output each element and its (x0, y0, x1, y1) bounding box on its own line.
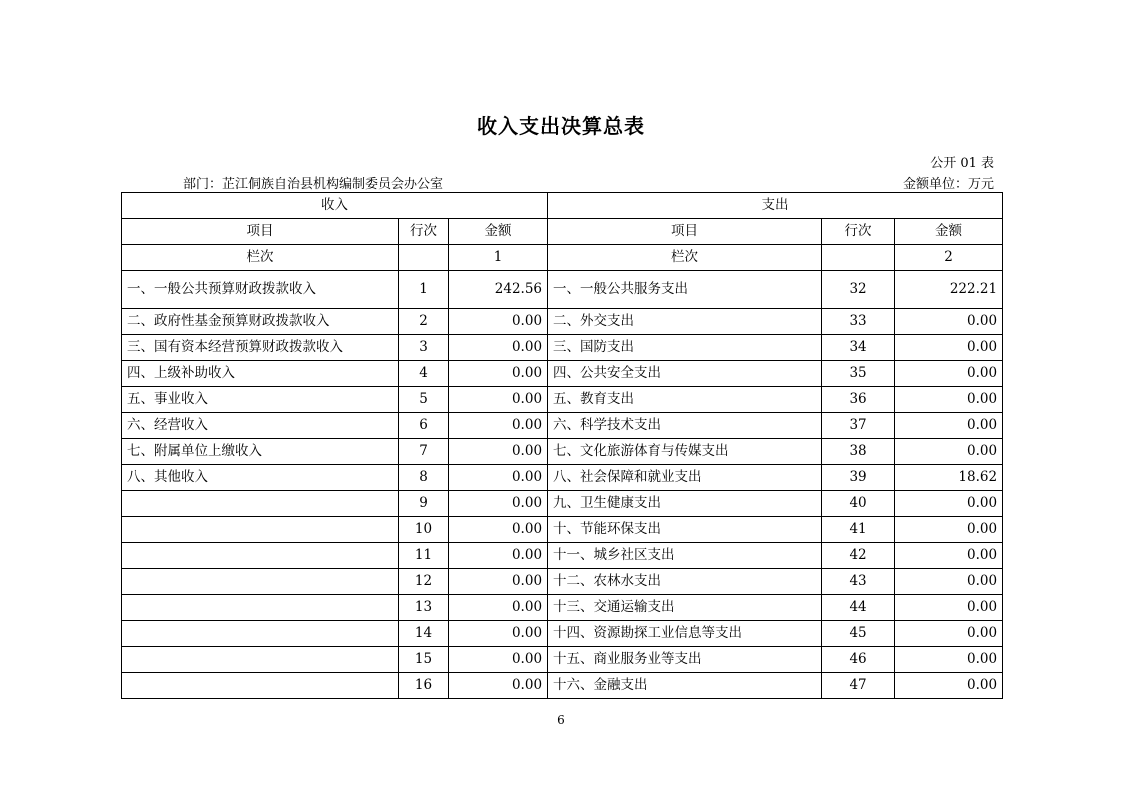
expense-row-no-cell: 36 (822, 387, 895, 413)
table-header-row-columns (122, 219, 1003, 245)
income-row-no-cell: 14 (399, 621, 449, 647)
expense-item-cell: 一、一般公共服务支出 (548, 271, 822, 309)
income-item-cell: 八、其他收入 (122, 465, 399, 491)
expense-item-cell: 十六、金融支出 (548, 673, 822, 699)
form-number: 公开 01 表 (930, 156, 994, 171)
expense-amount-cell: 18.62 (895, 465, 1003, 491)
expense-item-cell: 十一、城乡社区支出 (548, 543, 822, 569)
table-row (122, 491, 1003, 517)
income-item-cell (122, 673, 399, 699)
department-label: 部门：芷江侗族自治县机构编制委员会办公室 (183, 177, 444, 192)
income-amount-cell: 0.00 (449, 543, 548, 569)
income-item-header: 项目 (122, 219, 399, 245)
table-header-row-sections (122, 193, 1003, 219)
income-row-no-cell: 2 (399, 309, 449, 335)
expense-amount-cell: 0.00 (895, 309, 1003, 335)
income-amount-cell: 0.00 (449, 621, 548, 647)
income-amount-cell: 0.00 (449, 647, 548, 673)
table-row (122, 595, 1003, 621)
income-row-no-cell: 8 (399, 465, 449, 491)
income-row-no-cell: 10 (399, 517, 449, 543)
table-row (122, 465, 1003, 491)
income-row-no-cell: 5 (399, 387, 449, 413)
income-amount-cell: 242.56 (449, 271, 548, 309)
expense-row-no-cell: 38 (822, 439, 895, 465)
expense-item-cell: 十二、农林水支出 (548, 569, 822, 595)
table-row (122, 271, 1003, 309)
income-amount-cell: 0.00 (449, 465, 548, 491)
income-item-cell: 二、政府性基金预算财政拨款收入 (122, 309, 399, 335)
income-row-no-header: 行次 (399, 219, 449, 245)
expense-column-index: 2 (895, 245, 1003, 271)
expense-item-cell: 十五、商业服务业等支出 (548, 647, 822, 673)
expense-item-cell: 十、节能环保支出 (548, 517, 822, 543)
expense-item-cell: 六、科学技术支出 (548, 413, 822, 439)
expense-row-no-cell: 46 (822, 647, 895, 673)
expense-amount-cell: 0.00 (895, 647, 1003, 673)
income-amount-cell: 0.00 (449, 309, 548, 335)
income-amount-cell: 0.00 (449, 335, 548, 361)
expense-item-cell: 五、教育支出 (548, 387, 822, 413)
expense-amount-header: 金额 (895, 219, 1003, 245)
page-title: 收入支出决算总表 (477, 114, 645, 138)
expense-item-cell: 二、外交支出 (548, 309, 822, 335)
table-row (122, 309, 1003, 335)
income-amount-cell: 0.00 (449, 517, 548, 543)
table-row (122, 569, 1003, 595)
income-expense-table (121, 192, 1003, 699)
table-row (122, 673, 1003, 699)
table-row (122, 543, 1003, 569)
income-item-cell (122, 569, 399, 595)
expense-amount-cell: 0.00 (895, 621, 1003, 647)
expense-row-no-cell: 44 (822, 595, 895, 621)
expense-item-cell: 十四、资源勘探工业信息等支出 (548, 621, 822, 647)
expense-row-no-cell: 33 (822, 309, 895, 335)
income-row-no-cell: 9 (399, 491, 449, 517)
expense-amount-cell: 0.00 (895, 335, 1003, 361)
table-row (122, 517, 1003, 543)
income-item-cell: 五、事业收入 (122, 387, 399, 413)
expense-row-no-cell: 37 (822, 413, 895, 439)
income-row-no-cell: 6 (399, 413, 449, 439)
amount-unit-label: 金额单位：万元 (902, 177, 994, 192)
income-item-cell: 一、一般公共预算财政拨款收入 (122, 271, 399, 309)
income-section-header: 收入 (122, 193, 548, 219)
income-row-no-cell: 1 (399, 271, 449, 309)
expense-amount-cell: 0.00 (895, 387, 1003, 413)
expense-amount-cell: 0.00 (895, 413, 1003, 439)
income-amount-cell: 0.00 (449, 413, 548, 439)
expense-column-index-label: 栏次 (548, 245, 822, 271)
table-row (122, 621, 1003, 647)
table-row (122, 335, 1003, 361)
income-column-index: 1 (449, 245, 548, 271)
income-item-cell (122, 595, 399, 621)
income-row-no-cell: 11 (399, 543, 449, 569)
table-row (122, 387, 1003, 413)
expense-amount-cell: 0.00 (895, 595, 1003, 621)
table-row (122, 361, 1003, 387)
page-number: 6 (557, 713, 565, 727)
income-amount-cell: 0.00 (449, 439, 548, 465)
expense-amount-cell: 0.00 (895, 491, 1003, 517)
empty-cell (399, 245, 449, 271)
expense-amount-cell: 0.00 (895, 361, 1003, 387)
income-amount-cell: 0.00 (449, 569, 548, 595)
table-row (122, 647, 1003, 673)
expense-item-cell: 四、公共安全支出 (548, 361, 822, 387)
income-amount-cell: 0.00 (449, 361, 548, 387)
expense-amount-cell: 0.00 (895, 439, 1003, 465)
expense-row-no-cell: 32 (822, 271, 895, 309)
expense-item-cell: 三、国防支出 (548, 335, 822, 361)
income-row-no-cell: 3 (399, 335, 449, 361)
income-item-cell: 七、附属单位上缴收入 (122, 439, 399, 465)
income-item-cell: 三、国有资本经营预算财政拨款收入 (122, 335, 399, 361)
income-item-cell (122, 621, 399, 647)
expense-amount-cell: 0.00 (895, 543, 1003, 569)
income-amount-cell: 0.00 (449, 491, 548, 517)
expense-amount-cell: 0.00 (895, 569, 1003, 595)
expense-row-no-cell: 39 (822, 465, 895, 491)
expense-row-no-cell: 42 (822, 543, 895, 569)
income-item-cell (122, 517, 399, 543)
expense-section-header: 支出 (548, 193, 1003, 219)
income-row-no-cell: 4 (399, 361, 449, 387)
income-row-no-cell: 15 (399, 647, 449, 673)
expense-item-cell: 十三、交通运输支出 (548, 595, 822, 621)
income-item-cell (122, 491, 399, 517)
expense-item-cell: 七、文化旅游体育与传媒支出 (548, 439, 822, 465)
expense-row-no-cell: 35 (822, 361, 895, 387)
table-header-row-column-index (122, 245, 1003, 271)
expense-amount-cell: 222.21 (895, 271, 1003, 309)
income-item-cell: 四、上级补助收入 (122, 361, 399, 387)
income-item-cell: 六、经营收入 (122, 413, 399, 439)
expense-item-cell: 九、卫生健康支出 (548, 491, 822, 517)
expense-row-no-cell: 47 (822, 673, 895, 699)
income-item-cell (122, 647, 399, 673)
expense-amount-cell: 0.00 (895, 517, 1003, 543)
expense-row-no-cell: 45 (822, 621, 895, 647)
expense-row-no-header: 行次 (822, 219, 895, 245)
expense-row-no-cell: 34 (822, 335, 895, 361)
income-amount-cell: 0.00 (449, 673, 548, 699)
expense-row-no-cell: 40 (822, 491, 895, 517)
income-row-no-cell: 7 (399, 439, 449, 465)
income-row-no-cell: 12 (399, 569, 449, 595)
table-row (122, 413, 1003, 439)
income-column-index-label: 栏次 (122, 245, 399, 271)
table-row (122, 439, 1003, 465)
income-row-no-cell: 13 (399, 595, 449, 621)
expense-item-cell: 八、社会保障和就业支出 (548, 465, 822, 491)
income-item-cell (122, 543, 399, 569)
expense-amount-cell: 0.00 (895, 673, 1003, 699)
expense-row-no-cell: 41 (822, 517, 895, 543)
income-amount-header: 金额 (449, 219, 548, 245)
income-row-no-cell: 16 (399, 673, 449, 699)
expense-row-no-cell: 43 (822, 569, 895, 595)
income-amount-cell: 0.00 (449, 595, 548, 621)
income-amount-cell: 0.00 (449, 387, 548, 413)
empty-cell (822, 245, 895, 271)
expense-item-header: 项目 (548, 219, 822, 245)
